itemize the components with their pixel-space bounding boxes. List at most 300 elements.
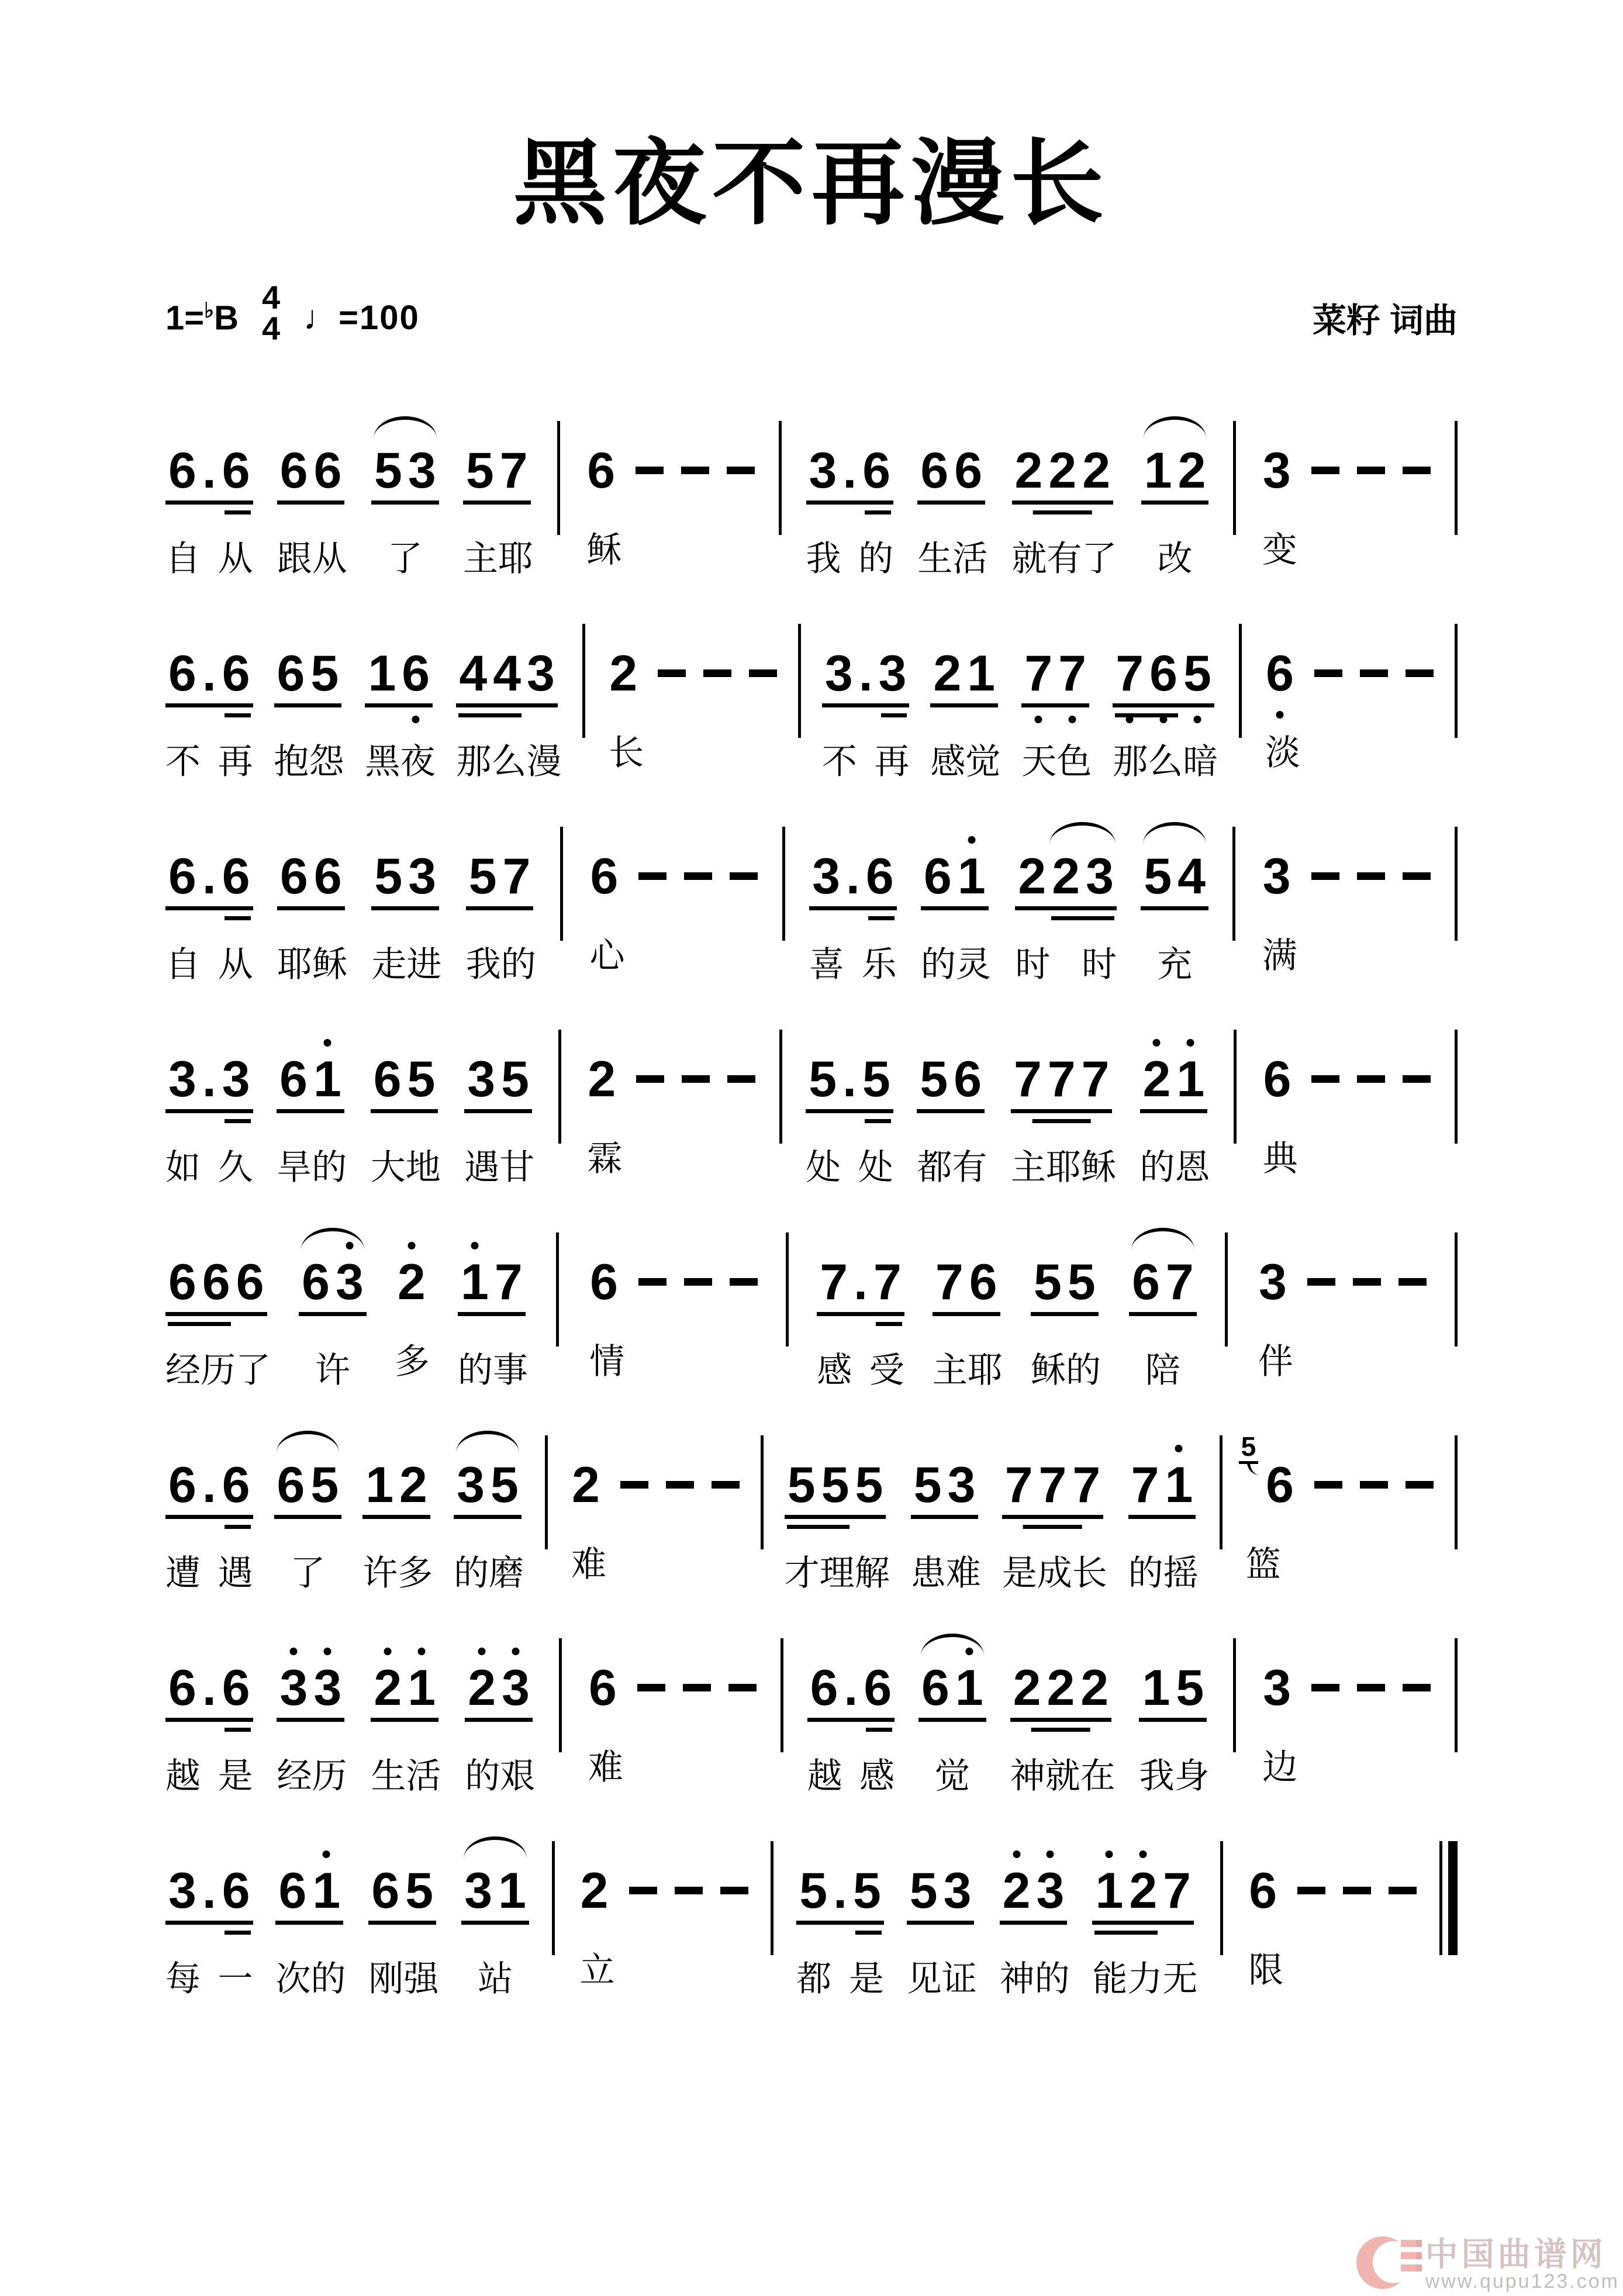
- octave-dot-high: [1187, 1039, 1194, 1047]
- sustain-dash: [1360, 669, 1388, 677]
- note-row: [274, 1427, 342, 1519]
- watermark-site-name: 中国曲谱网: [1425, 2235, 1607, 2273]
- double-underline: [1115, 713, 1178, 717]
- slur-arc: [1144, 416, 1207, 439]
- note-char: 6: [277, 1054, 310, 1113]
- octave-dot-high: [290, 1648, 298, 1655]
- note-group: [458, 1254, 526, 1316]
- note-char: 3: [333, 1257, 367, 1316]
- note-group: [1031, 1254, 1099, 1316]
- lyric-char: 有: [952, 1148, 987, 1187]
- grace-note: 5: [1239, 1433, 1259, 1464]
- note-char: 7: [1160, 1866, 1194, 1925]
- slur-arc: [1143, 822, 1206, 844]
- lyric-char: 觉: [965, 742, 1001, 782]
- lyric-char: 耶: [498, 539, 533, 579]
- note-char: 6: [951, 1054, 985, 1113]
- lyric-char: 旱: [277, 1148, 312, 1187]
- note-char: 6: [165, 648, 199, 707]
- note-group: [454, 1457, 522, 1519]
- octave-dot-high: [323, 1850, 330, 1858]
- note-group: [368, 1863, 436, 1925]
- lyric-text: [587, 1342, 758, 1381]
- note-beat: [587, 1224, 758, 1381]
- note-beat: [586, 1630, 757, 1787]
- note-group: [1129, 1254, 1197, 1316]
- note-char: 7: [871, 1257, 904, 1316]
- lyric-char: 了: [1082, 539, 1117, 579]
- note-beat: [277, 1021, 347, 1187]
- lyric-char: 的: [1139, 1148, 1175, 1187]
- note-char: 2: [1078, 1663, 1111, 1722]
- final-barline: [1439, 1841, 1458, 1955]
- lyric-text: [578, 1951, 748, 1990]
- note-group: [1260, 1660, 1294, 1717]
- lyric-char: 是: [217, 1756, 253, 1796]
- note-char: 4: [1175, 851, 1208, 910]
- lyric-char: 都: [917, 1148, 952, 1187]
- note-char: 5: [806, 1054, 840, 1113]
- lyric-char: 了: [290, 1553, 326, 1593]
- double-underline: [225, 1119, 251, 1123]
- note-row: [1260, 413, 1431, 499]
- note-char: 6: [590, 1254, 618, 1311]
- barline: [556, 1232, 559, 1346]
- double-underline: [865, 1119, 891, 1123]
- note-char: 6: [165, 1663, 199, 1722]
- note-char: 3: [277, 1663, 310, 1722]
- note-group: [371, 848, 439, 910]
- sustain-dash: [682, 1075, 710, 1083]
- note-group: [933, 1254, 1000, 1316]
- lyric-char: 我: [806, 539, 841, 579]
- lyric-char: 陪: [1145, 1351, 1180, 1390]
- note-beat: [456, 616, 561, 781]
- note-beat: [1260, 413, 1431, 569]
- score: [0, 413, 1623, 1998]
- double-underline: [1023, 1525, 1082, 1529]
- note-row: [1246, 1833, 1417, 1919]
- sustain-dash: [666, 1481, 694, 1489]
- note-char: 2: [580, 1863, 609, 1919]
- note-row: [1113, 616, 1218, 707]
- lyric-char: 磨: [489, 1553, 524, 1593]
- note-row: [165, 1833, 253, 1925]
- lyric-char: 觉: [934, 1756, 970, 1796]
- double-underline: [1051, 916, 1114, 920]
- note-char: .: [199, 648, 219, 707]
- note-char: 3: [219, 1054, 253, 1113]
- lyric-text: [165, 1757, 253, 1796]
- lyric-text: [806, 1148, 893, 1187]
- lyric-char: 许: [315, 1351, 350, 1390]
- lyric-char: 遇: [217, 1553, 253, 1593]
- octave-dot-high: [1047, 1850, 1054, 1858]
- barline: [1232, 827, 1235, 941]
- note-row: [586, 1630, 757, 1717]
- note-char: 6: [311, 446, 345, 505]
- lyric-char: 稣: [1080, 1148, 1116, 1187]
- lyric-char: 主: [932, 1351, 968, 1390]
- lyric-char: 乐: [861, 945, 897, 985]
- note-beat: [165, 1427, 253, 1593]
- note-row: [165, 413, 253, 505]
- note-row: [587, 1224, 758, 1311]
- note-row: [1000, 1833, 1070, 1925]
- note-group: [796, 1863, 884, 1925]
- octave-dot-high: [1175, 1445, 1183, 1452]
- barline: [779, 1030, 782, 1144]
- lyric-char: 么: [491, 742, 527, 782]
- lyric-char: 艰: [500, 1756, 536, 1796]
- note-beat: [822, 616, 910, 781]
- lyric-char: 抱: [274, 742, 309, 782]
- lyric-char: 能: [1092, 1959, 1128, 1999]
- lyric-char: 进: [406, 945, 442, 985]
- lyric-char: 稣: [312, 945, 347, 985]
- lyric-char: 么: [1148, 742, 1183, 782]
- lyric-text: [796, 1960, 884, 1998]
- note-beat: [1256, 1224, 1427, 1381]
- note-group: [918, 1660, 986, 1722]
- lyric-text: [1260, 937, 1431, 975]
- note-group: [822, 645, 910, 707]
- lyric-char: 的: [1065, 1351, 1101, 1390]
- note-char: 1: [458, 1257, 492, 1316]
- note-beat: [584, 413, 755, 569]
- note-group: [165, 443, 253, 505]
- note-row: [569, 1427, 740, 1514]
- lyric-text: [921, 945, 991, 984]
- note-char: 1: [1092, 1866, 1126, 1925]
- note-char: 5: [1031, 1257, 1065, 1316]
- lyric-text: [277, 1757, 347, 1796]
- lyric-text: [1256, 1342, 1427, 1381]
- lyric-char: 如: [165, 1148, 201, 1187]
- tempo-marking: ♩=100: [303, 298, 420, 337]
- lyric-text: [806, 540, 894, 578]
- note-group: [275, 1863, 343, 1925]
- note-char: 5: [405, 1054, 438, 1113]
- note-char: 3: [941, 1866, 975, 1925]
- note-row: [817, 1224, 904, 1316]
- slur-arc: [1131, 1228, 1194, 1250]
- note-group: [1128, 1457, 1196, 1519]
- lyric-char: 受: [869, 1351, 904, 1390]
- lyric-char: 典: [1262, 1139, 1298, 1179]
- note-beat: [1141, 413, 1209, 578]
- note-char: 7: [500, 851, 534, 910]
- note-row: [454, 1427, 524, 1519]
- sustain-dash: [727, 467, 755, 474]
- note-char: 2: [1000, 1866, 1034, 1925]
- lyric-char: 强: [403, 1959, 439, 1999]
- note-char: 5: [852, 1460, 886, 1519]
- note-char: 6: [1129, 1257, 1163, 1316]
- barline: [552, 1841, 555, 1955]
- note-beat: [165, 819, 253, 984]
- barline: [1455, 1435, 1458, 1549]
- note-char: 3: [464, 1054, 498, 1113]
- note-row: [277, 413, 347, 505]
- sustain-dash: [683, 1684, 711, 1691]
- lyric-char: 伴: [1258, 1342, 1293, 1382]
- watermark-site-url: www.qupu123.com: [1425, 2270, 1619, 2293]
- note-char: 3: [524, 648, 558, 707]
- lyric-text: [1140, 1148, 1210, 1187]
- sustain-dash: [684, 872, 712, 880]
- note-beat: [165, 1021, 253, 1187]
- note-row: [1012, 413, 1117, 505]
- lyric-char: 满: [1262, 936, 1297, 976]
- lyric-char: 走: [371, 945, 407, 985]
- note-char: .: [199, 1663, 219, 1722]
- lyric-char: 我: [1139, 1756, 1175, 1796]
- lyric-text: [165, 540, 253, 578]
- barline: [557, 421, 560, 535]
- note-group: [465, 1660, 533, 1722]
- octave-dot-low: [1193, 716, 1201, 723]
- note-beat: [464, 1021, 534, 1187]
- note-group: [785, 1457, 886, 1519]
- note-char: 2: [1049, 851, 1083, 910]
- note-beat: [395, 1224, 430, 1381]
- note-char: 6: [371, 1054, 405, 1113]
- note-beat: [1246, 1833, 1417, 1990]
- lyric-text: [933, 1351, 1003, 1390]
- note-char: 1: [310, 1054, 344, 1113]
- sustain-dash: [1314, 1481, 1342, 1489]
- barline: [781, 1638, 783, 1752]
- lyric-char: 再: [217, 742, 253, 782]
- lyric-text: [1092, 1960, 1197, 1998]
- sustain-dash: [636, 467, 664, 474]
- octave-dot-high: [512, 1648, 519, 1655]
- note-beat: [274, 616, 344, 781]
- lyric-char: 长: [609, 733, 644, 773]
- lyric-text: [368, 1960, 438, 1998]
- double-underline: [1033, 510, 1092, 515]
- note-row: [371, 1630, 441, 1722]
- note-beat: [1010, 1630, 1116, 1796]
- note-group: [584, 443, 618, 499]
- note-beat: [587, 819, 758, 975]
- note-char: 6: [1266, 1457, 1294, 1514]
- note-group: [463, 443, 531, 505]
- lyric-char: 证: [941, 1959, 977, 1999]
- note-char: .: [840, 1054, 859, 1113]
- note-beat: [466, 819, 536, 984]
- note-char: 6: [274, 648, 308, 707]
- lyric-text: [1015, 945, 1117, 984]
- note-group: [365, 645, 433, 707]
- note-char: 5: [1180, 648, 1214, 707]
- lyric-char: 的: [1034, 1959, 1070, 1999]
- note-char: 2: [1015, 851, 1049, 910]
- lyric-text: [1128, 1554, 1199, 1593]
- note-row: [1256, 1224, 1427, 1311]
- note-row: [165, 819, 253, 910]
- note-beat: [921, 819, 991, 984]
- lyric-text: [907, 1960, 977, 1998]
- lyric-text: [569, 1545, 740, 1584]
- lyric-char: 越: [165, 1756, 201, 1796]
- note-char: 6: [165, 1460, 199, 1519]
- note-char: 1: [405, 1663, 438, 1722]
- lyric-char: 越: [807, 1756, 842, 1796]
- lyric-char: 难: [571, 1545, 607, 1584]
- note-group: [277, 443, 345, 505]
- double-underline: [458, 713, 522, 717]
- lyric-char: 的: [858, 539, 894, 579]
- note-char: 2: [930, 648, 964, 707]
- note-group: [1015, 848, 1117, 910]
- lyric-char: 的: [465, 1756, 500, 1796]
- barline: [1239, 624, 1242, 738]
- lyric-char: 心: [589, 936, 625, 976]
- sustain-dash: [728, 1684, 757, 1691]
- note-beat: [454, 1427, 524, 1593]
- lyric-char: 我: [465, 945, 501, 985]
- lyric-char: 充: [1157, 945, 1193, 985]
- lyric-char: 次: [275, 1959, 311, 1999]
- note-char: 1: [964, 648, 998, 707]
- note-group: [1260, 443, 1294, 499]
- lyric-text: [362, 1554, 433, 1593]
- note-char: 6: [1249, 1863, 1277, 1919]
- note-char: .: [843, 851, 863, 910]
- lyric-char: 甘: [499, 1148, 535, 1187]
- note-char: 1: [1141, 446, 1175, 505]
- lyric-text: [454, 1554, 524, 1593]
- note-beat: [917, 413, 987, 578]
- note-char: 7: [1069, 1460, 1103, 1519]
- note-beat: [165, 616, 253, 781]
- note-group: [299, 1254, 367, 1316]
- note-char: 4: [490, 648, 524, 707]
- lyric-char: 站: [478, 1959, 513, 1999]
- note-group: [1139, 1660, 1207, 1722]
- note-row: [277, 1021, 347, 1113]
- note-char: 2: [572, 1457, 600, 1514]
- lyric-char: 活: [406, 1756, 441, 1796]
- note-group: [165, 1051, 253, 1113]
- note-row: [1141, 413, 1209, 505]
- note-char: 1: [362, 1460, 396, 1519]
- lyric-text: [165, 743, 253, 781]
- note-beat: [275, 1833, 346, 1998]
- lyric-char: 就: [1045, 1756, 1080, 1796]
- note-char: 5: [850, 1866, 884, 1925]
- lyric-char: 身: [1174, 1756, 1210, 1796]
- lyric-char: 是: [1002, 1553, 1037, 1593]
- note-beat: [1011, 1021, 1116, 1187]
- note-char: 2: [588, 1051, 616, 1108]
- note-char: 6: [399, 648, 433, 707]
- sustain-dash: [1343, 1887, 1371, 1894]
- lyric-char: 力: [1127, 1959, 1163, 1999]
- note-beat: [1000, 1833, 1070, 1998]
- note-beat: [918, 1630, 986, 1796]
- note-char: 7: [497, 446, 531, 505]
- note-char: 2: [1044, 1663, 1078, 1722]
- note-group: [165, 1254, 267, 1316]
- lyric-char: 改: [1157, 539, 1193, 579]
- octave-dot-high: [323, 1039, 331, 1047]
- note-beat: [1002, 1427, 1107, 1593]
- note-beat: [274, 1427, 342, 1593]
- note-row: [464, 1021, 534, 1113]
- note-beat: [933, 1224, 1003, 1390]
- sustain-dash: [620, 1481, 648, 1489]
- lyric-text: [371, 1148, 441, 1187]
- lyric-text: [817, 1351, 904, 1390]
- note-char: 5: [371, 851, 405, 910]
- lyric-text: [822, 743, 910, 781]
- octave-dot-low: [412, 716, 420, 723]
- note-char: 1: [365, 648, 399, 707]
- note-group: [277, 1660, 344, 1722]
- sustain-dash: [1398, 1278, 1427, 1286]
- lyric-char: 夜: [400, 742, 436, 782]
- note-beat: [1260, 1630, 1431, 1787]
- lyric-text: [464, 1148, 534, 1187]
- note-row: [456, 616, 561, 707]
- watermark-text: [1425, 2235, 1619, 2293]
- note-beat: [585, 1021, 755, 1178]
- lyric-char: 每: [165, 1959, 201, 1999]
- lyric-text: [165, 1554, 253, 1593]
- sustain-dash: [638, 1278, 667, 1286]
- note-beat: [1129, 1224, 1197, 1390]
- note-group: [917, 443, 985, 505]
- note-group: [1241, 1431, 1297, 1514]
- lyric-char: 那: [456, 742, 492, 782]
- lyric-char: 成: [1037, 1553, 1072, 1593]
- note-beat: [1012, 413, 1117, 578]
- note-char: 6: [863, 851, 897, 910]
- note-char: 3: [499, 1663, 533, 1722]
- lyric-char: 都: [796, 1959, 832, 1999]
- lyric-char: 生: [917, 539, 953, 579]
- lyric-char: 许: [362, 1553, 398, 1593]
- lyric-char: 耶: [1045, 1148, 1081, 1187]
- lyric-char: 的: [1128, 1553, 1163, 1593]
- lyric-text: [461, 1960, 529, 1998]
- sustain-dash: [675, 1887, 703, 1894]
- note-char: 7: [1128, 1460, 1162, 1519]
- lyric-text: [1113, 743, 1218, 781]
- note-char: 3: [1033, 1866, 1067, 1925]
- lyric-char: 耶: [967, 1351, 1003, 1390]
- lyric-char: 历: [312, 1756, 347, 1796]
- note-group: [274, 645, 342, 707]
- lyric-char: 天: [1021, 742, 1057, 782]
- sustain-dash: [1403, 1075, 1431, 1083]
- lyric-text: [587, 937, 758, 975]
- sustain-dash: [1357, 872, 1385, 880]
- lyric-text: [584, 531, 755, 569]
- note-char: 6: [861, 1663, 895, 1722]
- note-char: 1: [1139, 1663, 1173, 1722]
- lyric-char: 是: [848, 1959, 884, 1999]
- note-row: [362, 1427, 433, 1519]
- slur-arc: [921, 1634, 984, 1656]
- sustain-dash: [684, 1278, 712, 1286]
- barline: [545, 1435, 548, 1549]
- note-row: [933, 1224, 1003, 1316]
- note-beat: [277, 413, 347, 578]
